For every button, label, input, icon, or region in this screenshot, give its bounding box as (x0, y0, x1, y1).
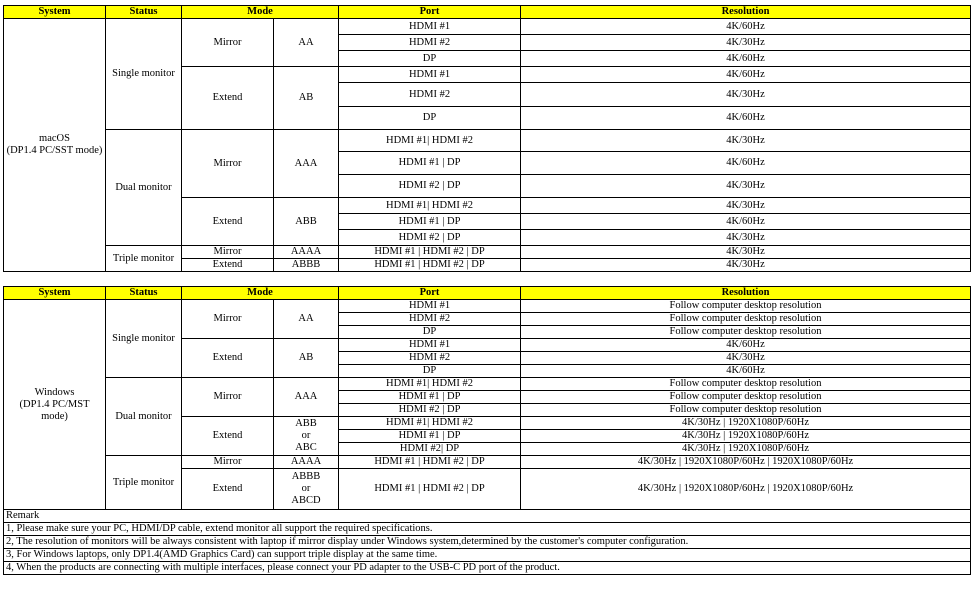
mode-mirror: Mirror (182, 456, 274, 469)
resolution-cell: 4K/30Hz (521, 175, 971, 198)
port-cell: HDMI #2 (339, 352, 521, 365)
header-status: Status (106, 6, 182, 19)
table-header-row (4, 6, 971, 19)
port-cell: DP (339, 51, 521, 67)
mode-code: AAA (274, 378, 339, 417)
port-cell: DP (339, 326, 521, 339)
resolution-cell: 4K/60Hz (521, 365, 971, 378)
header-mode: Mode (182, 287, 339, 300)
mode-code: ABCD (291, 495, 321, 506)
mode-code: AAAA (274, 456, 339, 469)
mode-code: AAA (274, 130, 339, 198)
mode-code: AA (274, 19, 339, 67)
mode-mirror: Mirror (182, 130, 274, 198)
port-cell: HDMI #1 (339, 339, 521, 352)
remark-row (4, 549, 971, 562)
port-cell: HDMI #1 (339, 19, 521, 35)
remark-item: 4, When the products are connecting with multiple interfaces, please connect your PD adapter to the USB-C PD port of the product. (4, 562, 971, 575)
table-header-row (4, 287, 971, 300)
mode-code-group (274, 417, 339, 456)
system-name: macOS (39, 133, 70, 144)
header-status: Status (106, 287, 182, 300)
mode-code: ABB (295, 418, 317, 429)
resolution-cell: 4K/30Hz (521, 352, 971, 365)
mode-extend: Extend (182, 259, 274, 272)
header-resolution: Resolution (521, 6, 971, 19)
status-dual-monitor: Dual monitor (106, 378, 182, 456)
mode-extend: Extend (182, 469, 274, 510)
port-cell: DP (339, 107, 521, 130)
header-mode: Mode (182, 6, 339, 19)
table-row (4, 130, 971, 152)
header-system: System (4, 6, 106, 19)
port-cell: HDMI #1 | HDMI #2 | DP (339, 259, 521, 272)
port-cell: HDMI #1 | DP (339, 430, 521, 443)
port-cell: HDMI #1 | HDMI #2 | DP (339, 469, 521, 510)
mode-code: ABBB (291, 471, 321, 482)
resolution-cell: 4K/60Hz (521, 19, 971, 35)
port-cell: HDMI #1| HDMI #2 (339, 378, 521, 391)
table-row (4, 19, 971, 35)
port-cell: HDMI #2 (339, 35, 521, 51)
resolution-cell: Follow computer desktop resolution (521, 378, 971, 391)
resolution-cell: 4K/30Hz (521, 230, 971, 246)
table-row (4, 378, 971, 391)
header-port: Port (339, 6, 521, 19)
resolution-cell: 4K/30Hz | 1920X1080P/60Hz (521, 417, 971, 430)
mode-mirror: Mirror (182, 378, 274, 417)
status-single-monitor: Single monitor (106, 19, 182, 130)
resolution-cell: 4K/60Hz (521, 339, 971, 352)
status-dual-monitor: Dual monitor (106, 130, 182, 246)
system-cell-windows (4, 300, 106, 510)
port-cell: DP (339, 365, 521, 378)
port-cell: HDMI #2| DP (339, 443, 521, 456)
windows-compatibility-table (3, 286, 971, 575)
mode-code: AB (274, 67, 339, 130)
resolution-cell: 4K/30Hz (521, 198, 971, 214)
port-cell: HDMI #1 (339, 67, 521, 83)
port-cell: HDMI #1| HDMI #2 (339, 198, 521, 214)
port-cell: HDMI #1 | DP (339, 152, 521, 175)
mode-mirror: Mirror (182, 19, 274, 67)
remark-row (4, 562, 971, 575)
remark-item: 1, Please make sure your PC, HDMI/DP cable, extend monitor all support the required specifications. (4, 523, 971, 536)
mode-code: ABBB (274, 259, 339, 272)
mode-extend: Extend (182, 198, 274, 246)
table-row (4, 300, 971, 313)
resolution-cell: 4K/60Hz (521, 152, 971, 175)
resolution-cell: 4K/30Hz (521, 130, 971, 152)
remark-row (4, 523, 971, 536)
remark-item: 3, For Windows laptops, only DP1.4(AMD Graphics Card) can support triple display at the same time. (4, 549, 971, 562)
mode-code: ABB (274, 198, 339, 246)
remark-title: Remark (4, 510, 971, 523)
system-cell-macos (4, 19, 106, 272)
header-port: Port (339, 287, 521, 300)
mode-mirror: Mirror (182, 300, 274, 339)
resolution-cell: 4K/60Hz (521, 67, 971, 83)
resolution-cell: 4K/60Hz (521, 214, 971, 230)
resolution-cell: 4K/30Hz | 1920X1080P/60Hz (521, 443, 971, 456)
mode-code-group (274, 469, 339, 510)
remark-title-row (4, 510, 971, 523)
port-cell: HDMI #2 | DP (339, 230, 521, 246)
resolution-cell: 4K/30Hz (521, 259, 971, 272)
mode-extend: Extend (182, 417, 274, 456)
table-row (4, 246, 971, 259)
port-cell: HDMI #1 | DP (339, 391, 521, 404)
header-resolution: Resolution (521, 287, 971, 300)
resolution-cell: 4K/30Hz | 1920X1080P/60Hz | 1920X1080P/60Hz (521, 456, 971, 469)
resolution-cell: 4K/30Hz (521, 246, 971, 259)
status-triple-monitor: Triple monitor (106, 456, 182, 510)
mode-or: or (301, 430, 311, 441)
mode-code: ABC (295, 442, 317, 453)
port-cell: HDMI #2 (339, 83, 521, 107)
header-system: System (4, 287, 106, 300)
resolution-cell: 4K/30Hz | 1920X1080P/60Hz | 1920X1080P/60Hz (521, 469, 971, 510)
port-cell: HDMI #1 | HDMI #2 | DP (339, 246, 521, 259)
status-single-monitor: Single monitor (106, 300, 182, 378)
resolution-cell: 4K/30Hz (521, 35, 971, 51)
port-cell: HDMI #2 | DP (339, 175, 521, 198)
port-cell: HDMI #2 (339, 313, 521, 326)
port-cell: HDMI #1 | HDMI #2 | DP (339, 456, 521, 469)
resolution-cell: Follow computer desktop resolution (521, 391, 971, 404)
mode-extend: Extend (182, 67, 274, 130)
port-cell: HDMI #2 | DP (339, 404, 521, 417)
resolution-cell: 4K/30Hz (521, 83, 971, 107)
resolution-cell: 4K/60Hz (521, 51, 971, 67)
port-cell: HDMI #1 | DP (339, 214, 521, 230)
remark-row (4, 536, 971, 549)
port-cell: HDMI #1| HDMI #2 (339, 130, 521, 152)
mode-extend: Extend (182, 339, 274, 378)
resolution-cell: Follow computer desktop resolution (521, 404, 971, 417)
resolution-cell: 4K/60Hz (521, 107, 971, 130)
macos-compatibility-table (3, 5, 971, 272)
mode-code: AB (274, 339, 339, 378)
resolution-cell: Follow computer desktop resolution (521, 313, 971, 326)
remark-item: 2, The resolution of monitors will be always consistent with laptop if mirror display under Windows system,determined by the customer's computer configuration. (4, 536, 971, 549)
mode-or: or (301, 483, 311, 494)
resolution-cell: 4K/30Hz | 1920X1080P/60Hz (521, 430, 971, 443)
status-triple-monitor: Triple monitor (106, 246, 182, 272)
system-mode: (DP1.4 PC/MST (19, 398, 90, 410)
mode-mirror: Mirror (182, 246, 274, 259)
port-cell: HDMI #1 (339, 300, 521, 313)
resolution-cell: Follow computer desktop resolution (521, 326, 971, 339)
mode-code: AAAA (274, 246, 339, 259)
table-row (4, 456, 971, 469)
system-mode-cont: mode) (41, 410, 68, 422)
port-cell: HDMI #1| HDMI #2 (339, 417, 521, 430)
system-name: Windows (34, 386, 75, 398)
resolution-cell: Follow computer desktop resolution (521, 300, 971, 313)
system-mode: (DP1.4 PC/SST mode) (6, 145, 103, 156)
mode-code: AA (274, 300, 339, 339)
